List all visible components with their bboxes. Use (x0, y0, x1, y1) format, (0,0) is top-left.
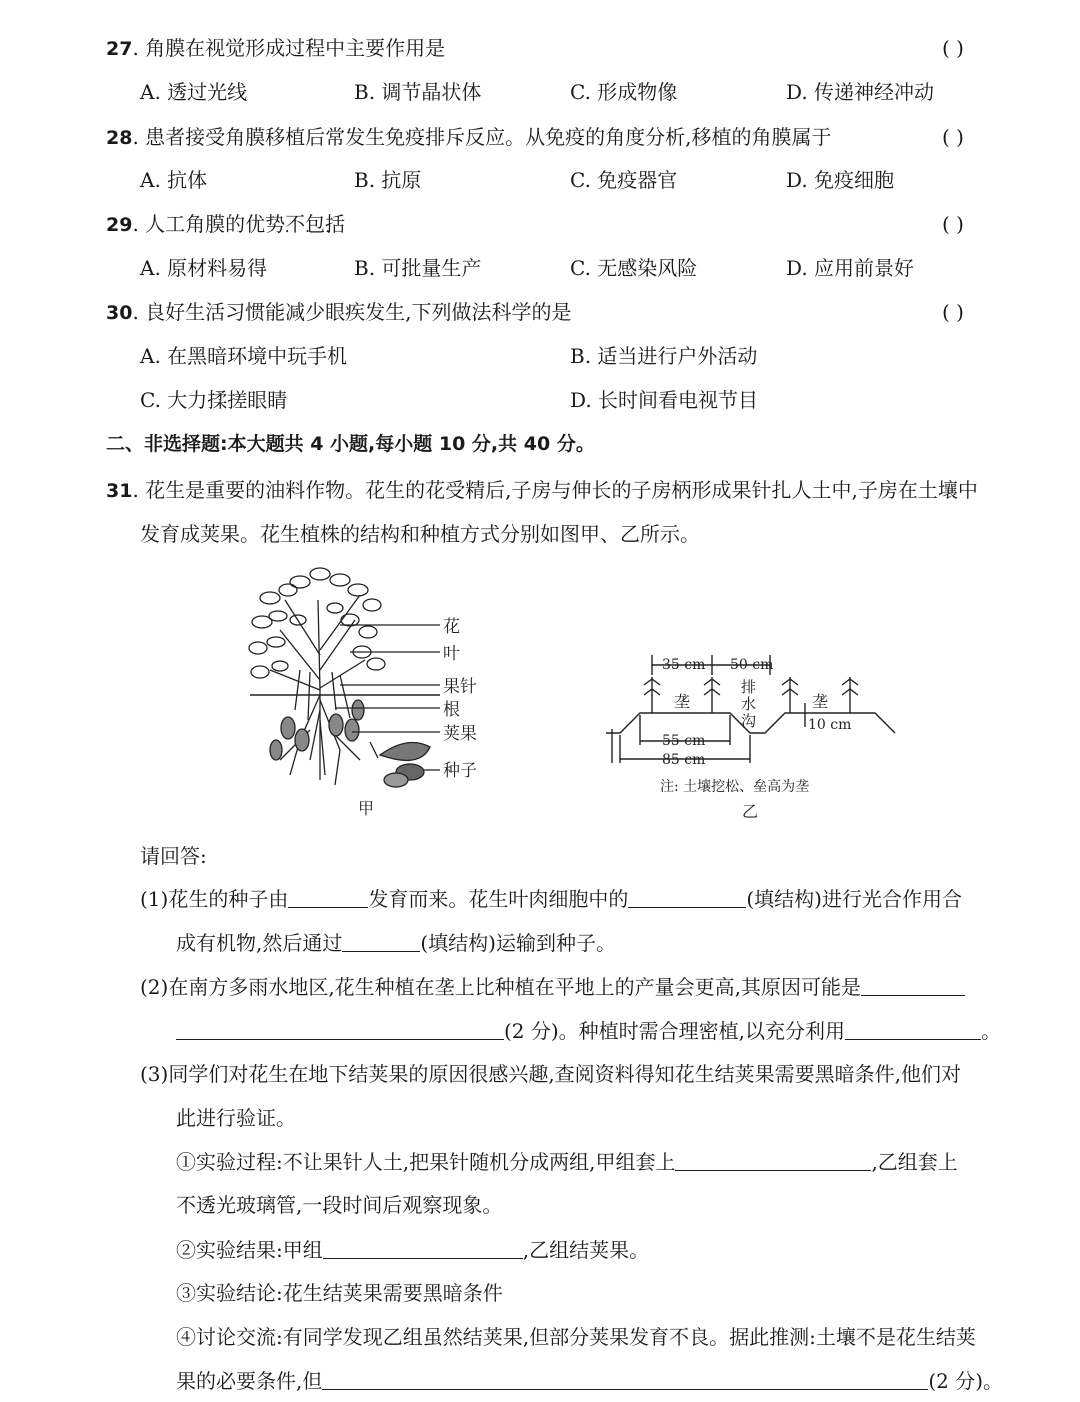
step2-line (176, 1240, 649, 1260)
drain-label-1: 排 (741, 678, 757, 696)
label-peg: 果针 (443, 677, 477, 697)
q29-option-b[interactable]: B. 可批量生产 (354, 256, 482, 280)
q30-number: 30 (106, 302, 133, 324)
figure-yi-caption: 乙 (742, 802, 759, 821)
dim-50cm: 50 cm (730, 657, 774, 673)
label-seed: 种子 (443, 761, 477, 781)
q29-option-c[interactable]: C. 无感染风险 (570, 256, 698, 280)
dim-55cm: 55 cm (662, 733, 706, 749)
q31-stem-line1 (106, 480, 978, 501)
q29-text: . 人工角膜的优势 (132, 212, 286, 236)
q27-option-d[interactable]: D. 传递神经冲动 (786, 80, 935, 104)
dim-35cm: 35 cm (662, 657, 706, 673)
q29-number: 29 (106, 214, 133, 236)
blank-yield-reason[interactable] (176, 1021, 504, 1040)
step3-line: ③实验结论:花生结荚果需要黑暗条件 (176, 1281, 503, 1305)
q27-option-c[interactable]: C. 形成物像 (570, 80, 678, 104)
q30-text: . 良好生活习惯能减少眼疾发生,下列做法科学的是 (132, 300, 572, 324)
q27-text: . 角膜在视觉形成过程中主要作用是 (132, 36, 446, 60)
s4-text-a: 果的必要条件,但 (176, 1369, 323, 1393)
s1-text-b: ,乙组套上 (871, 1150, 958, 1174)
q29-stem (106, 214, 345, 235)
blank-soil-role[interactable] (322, 1371, 928, 1390)
q29-option-a[interactable]: A. 原材料易得 (140, 256, 268, 280)
q30-stem (106, 302, 572, 323)
step4-line1: ④讨论交流:有同学发现乙组虽然结荚果,但部分荚果发育不良。据此推测:土壤不是花生结荚 (176, 1325, 976, 1349)
q30-answer-paren[interactable]: ( ) (942, 300, 964, 324)
figure-jia-peanut-plant (240, 560, 500, 822)
q28-option-b[interactable]: B. 抗原 (354, 168, 422, 192)
figure-yi-note: 注: 土壤挖松、垒高为垄 (660, 779, 810, 795)
q31-part3-line1: (3)同学们对花生在地下结荚果的原因很感兴趣,查阅资料得知花生结荚果需要黑暗条件,他们对 (140, 1062, 962, 1086)
figure-yi-ridge-diagram (600, 645, 910, 825)
ridge-label-right: 垄 (812, 692, 829, 711)
dim-10cm: 10 cm (808, 717, 852, 733)
p1-text-d: 成有机物,然后通过 (176, 931, 343, 955)
q29-answer-paren[interactable]: ( ) (942, 212, 964, 236)
blank-transport-structure[interactable] (342, 933, 420, 952)
drain-label-3: 沟 (741, 712, 757, 730)
blank-yield-reason-start[interactable] (861, 977, 965, 996)
blank-seed-origin[interactable] (288, 889, 368, 908)
q27-answer-paren[interactable]: ( ) (942, 36, 964, 60)
q28-stem (106, 127, 832, 148)
q31-part1-line2 (176, 933, 616, 953)
blank-photosynthesis-structure[interactable] (628, 889, 746, 908)
blank-group-jia-result[interactable] (323, 1240, 523, 1259)
blank-group-jia-cover[interactable] (675, 1152, 871, 1171)
label-leaf: 叶 (443, 644, 460, 664)
q28-number: 28 (106, 127, 133, 149)
q27-option-b[interactable]: B. 调节晶状体 (354, 80, 482, 104)
q28-text: . 患者接受角膜移植后常发生免疫排斥反应。从免疫的角度分析,移植的角膜属于 (132, 125, 832, 149)
label-root: 根 (443, 700, 460, 720)
q29-option-d[interactable]: D. 应用前景好 (786, 256, 915, 280)
p2-text-c: 。 (981, 1019, 1002, 1043)
q28-option-c[interactable]: C. 免疫器官 (570, 168, 678, 192)
q30-option-d[interactable]: D. 长时间看电视节目 (570, 388, 759, 412)
p2-text-a: (2)在南方多雨水地区,花生种植在垄上比种植在平地上的产量会更高,其原因可能是 (140, 975, 862, 999)
q27-stem (106, 38, 445, 59)
step1-line1 (176, 1152, 958, 1172)
blank-dense-planting[interactable] (845, 1021, 981, 1040)
p1-text-b: 发育而来。花生叶肉细胞中的 (368, 887, 629, 911)
p1-text-c: (填结构)进行光合作用合 (746, 887, 962, 911)
q31-number: 31 (106, 480, 133, 502)
q28-option-a[interactable]: A. 抗体 (140, 168, 208, 192)
ridge-label-left: 垄 (674, 692, 691, 711)
p1-text-a: (1)花生的种子由 (140, 887, 289, 911)
label-flower: 花 (443, 617, 460, 637)
step1-line2: 不透光玻璃管,一段时间后观察现象。 (176, 1193, 503, 1217)
step4-line2 (176, 1371, 1003, 1391)
q27-option-a[interactable]: A. 透过光线 (140, 80, 248, 104)
p2-text-b: (2 分)。种植时需合理密植,以充分利用 (504, 1019, 846, 1043)
q30-option-c[interactable]: C. 大力揉搓眼睛 (140, 388, 288, 412)
section2-title: 二、非选择题:本大题共 4 小题,每小题 10 分,共 40 分。 (106, 433, 595, 455)
q31-stem-line2: 发育成荚果。花生植株的结构和种植方式分别如图甲、乙所示。 (140, 522, 700, 546)
s2-text-a: ②实验结果:甲组 (176, 1238, 323, 1262)
drain-label-2: 水 (741, 695, 757, 713)
q31-part2-line2 (176, 1021, 1001, 1041)
p1-text-e: (填结构)运输到种子。 (420, 931, 616, 955)
label-pod: 荚果 (443, 724, 477, 744)
q31-part2-line1 (140, 977, 965, 997)
q30-option-b[interactable]: B. 适当进行户外活动 (570, 344, 758, 368)
q29-emphasis: 不包括 • • • (285, 212, 345, 236)
s4-text-b: (2 分)。 (928, 1369, 1004, 1393)
q27-number: 27 (106, 38, 133, 60)
answer-prompt: 请回答: (140, 844, 207, 868)
q28-answer-paren[interactable]: ( ) (942, 125, 964, 149)
q31-part3-line2: 此进行验证。 (176, 1106, 296, 1130)
q28-option-d[interactable]: D. 免疫细胞 (786, 168, 895, 192)
figure-jia-caption: 甲 (358, 799, 375, 818)
q31-text: . 花生是重要的油料作物。花生的花受精后,子房与伸长的子房柄形成果针扎人土中,子房在土壤中 (132, 478, 978, 502)
q31-part1-line1 (140, 889, 962, 909)
q30-option-a[interactable]: A. 在黑暗环境中玩手机 (140, 344, 348, 368)
dim-85cm: 85 cm (662, 752, 706, 768)
s2-text-b: ,乙组结荚果。 (522, 1238, 650, 1262)
s1-text-a: ①实验过程:不让果针人土,把果针随机分成两组,甲组套上 (176, 1150, 676, 1174)
